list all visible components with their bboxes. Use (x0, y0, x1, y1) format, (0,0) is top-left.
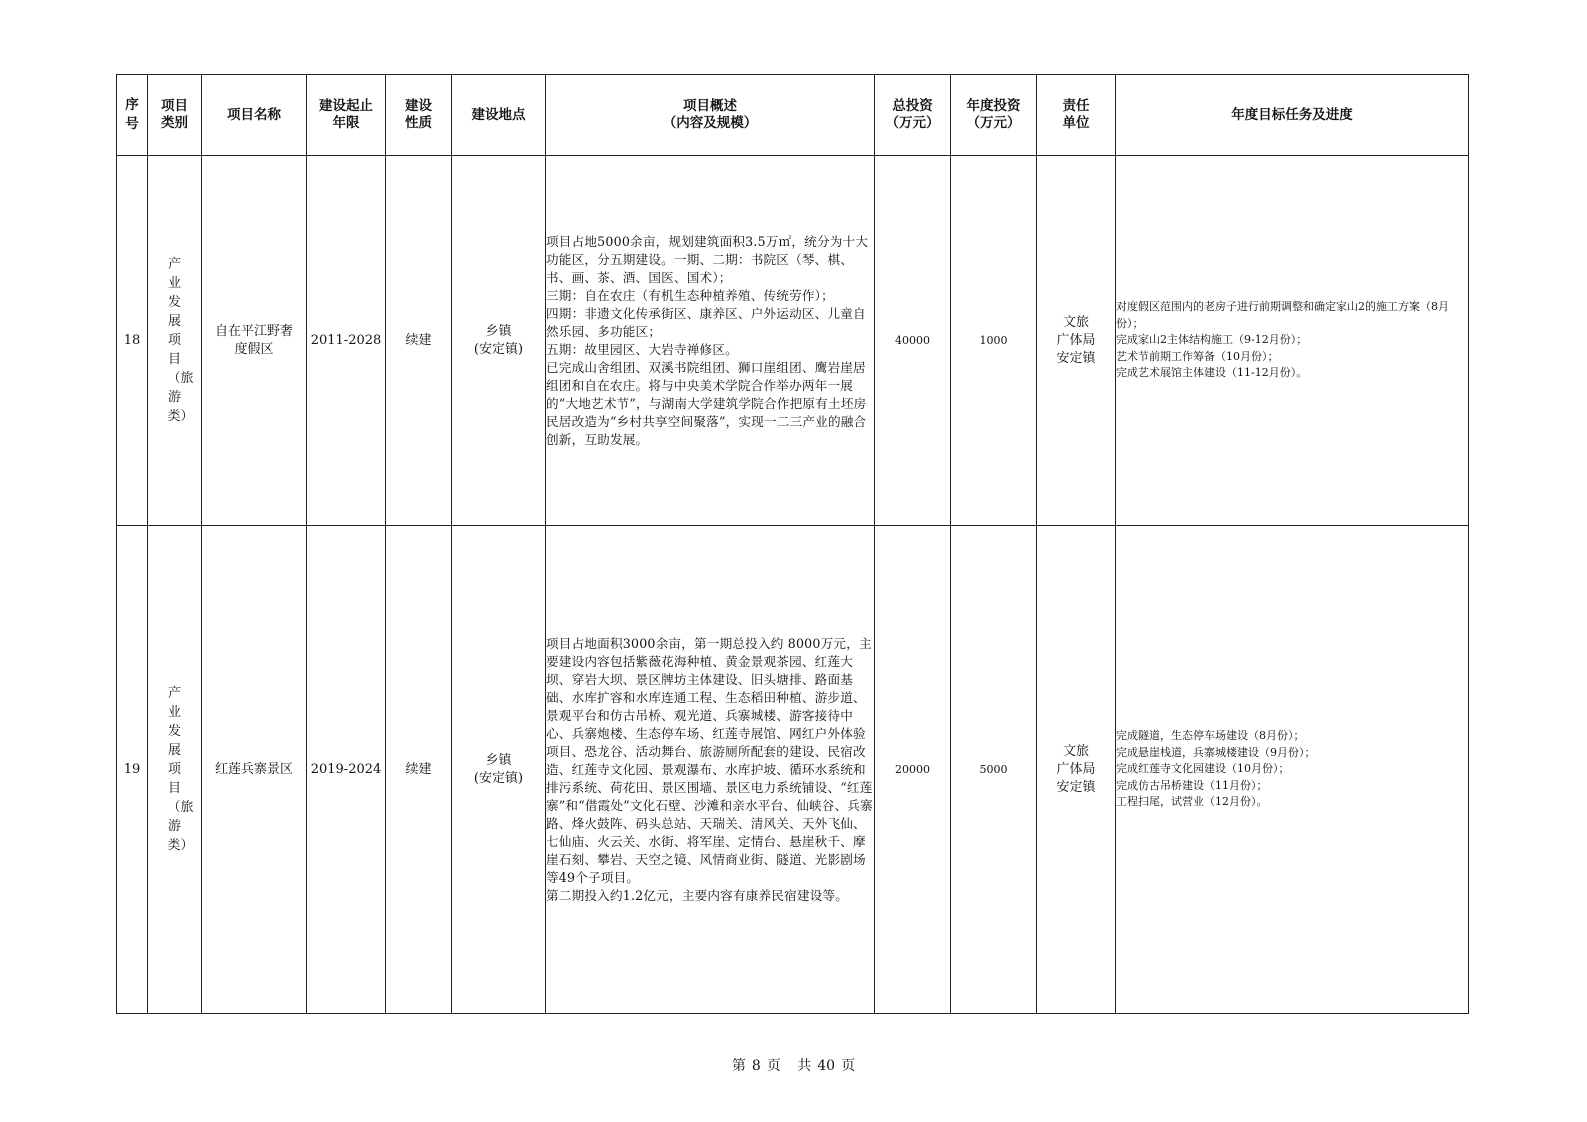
cell-name: 红莲兵寨景区 (202, 526, 307, 1014)
cell-goals: 完成隧道，生态停车场建设（8月份）； 完成悬崖栈道，兵寨城楼建设（9月份）； 完成红莲寺文化园建设（10月份）； 完成仿古吊桥建设（11月份）； 工程扫尾，试营业（12月份）。 (1116, 526, 1469, 1014)
cell-annual-investment: 1000 (951, 156, 1037, 526)
cell-annual-investment: 5000 (951, 526, 1037, 1014)
cell-unit: 文旅 广体局 安定镇 (1037, 526, 1116, 1014)
footer-total-label: 共 40 页 (797, 1058, 856, 1074)
cell-description: 项目占地面积3000余亩，第一期总投入约 8000万元，主要建设内容包括紫薇花海种植、黄金景观茶园、红莲大坝、穿岩大坝、景区牌坊主体建设、旧头塘排、路面基础、水库扩容和水库连通工程、生态稻田种植、游步道、景观平台和仿古吊桥、观光道、兵寨城楼、游客接待中心、兵寨炮楼、生态停车场、红莲寺展馆、网红户外体验项目、恐龙谷、活动舞台、旅游厕所配套的建设、民宿改造、红莲寺文化园、景观瀑布、水库护坡、循环水系统和排污系统、荷花田、景区围墙、景区电力系统铺设、“红莲寨”和“借霞处”文化石壁、沙滩和亲水平台、仙峡谷、兵寨路、烽火鼓阵、码头总站、天瑞关、清风关、天外飞仙、七仙庙、火云关、水街、将军崖、定情台、悬崖秋千、摩崖石刻、攀岩、天空之镜、风情商业街、隧道、光影剧场等49个子项目。 第二期投入约1.2亿元，主要内容有康养民宿建设等。 (546, 526, 875, 1014)
cell-description: 项目占地5000余亩，规划建筑面积3.5万㎡，统分为十大功能区，分五期建设。一期、二期：书院区（琴、棋、书、画、茶、酒、国医、国术）； 三期：自在农庄（有机生态种植养殖、传统劳作）； 四期：非遗文化传承街区、康养区、户外运动区、儿童自然乐园、多功能区； 五期：故里园区、大岩寺禅修区。 已完成山舍组团、双溪书院组团、狮口崖组团、鹰岩崖居组团和自在农庄。将与中央美术学院合作举办两年一展的“大地艺术节”，与湖南大学建筑学院合作把原有土坯房民居改造为“乡村共享空间聚落”，实现一二三产业的融合创新，互助发展。 (546, 156, 875, 526)
table-header-row (117, 75, 1469, 156)
header-years: 建设起止年限 (307, 75, 386, 156)
header-goals: 年度目标任务及进度 (1116, 75, 1469, 156)
cell-goals: 对度假区范围内的老房子进行前期调整和确定家山2的施工方案（8月份）； 完成家山2主体结构施工（9-12月份）； 艺术节前期工作筹备（10月份）； 完成艺术展馆主体建设（11-12月份）。 (1116, 156, 1469, 526)
table-row (117, 526, 1469, 1014)
header-unit: 责任 单位 (1037, 75, 1116, 156)
header-annual-investment: 年度投资 （万元） (951, 75, 1037, 156)
cell-name: 自在平江野奢度假区 (202, 156, 307, 526)
page-footer (0, 1055, 1587, 1075)
cell-location: 乡镇 (安定镇) (452, 156, 546, 526)
cell-category: 产业发展项目（旅游类） (148, 156, 202, 526)
header-location: 建设地点 (452, 75, 546, 156)
header-category: 项目类别 (148, 75, 202, 156)
cell-nature: 续建 (386, 156, 452, 526)
header-nature: 建设性质 (386, 75, 452, 156)
cell-category: 产业发展项目（旅游类） (148, 526, 202, 1014)
project-table (116, 74, 1469, 1014)
header-name: 项目名称 (202, 75, 307, 156)
footer-page-label: 第 8 页 (731, 1058, 781, 1074)
cell-location: 乡镇 (安定镇) (452, 526, 546, 1014)
header-total-investment: 总投资 （万元） (875, 75, 951, 156)
cell-no: 18 (117, 156, 148, 526)
cell-unit: 文旅 广体局 安定镇 (1037, 156, 1116, 526)
cell-no: 19 (117, 526, 148, 1014)
cell-total-investment: 20000 (875, 526, 951, 1014)
header-no: 序号 (117, 75, 148, 156)
cell-total-investment: 40000 (875, 156, 951, 526)
cell-years: 2019-2024 (307, 526, 386, 1014)
cell-nature: 续建 (386, 526, 452, 1014)
table-row (117, 156, 1469, 526)
cell-years: 2011-2028 (307, 156, 386, 526)
header-description: 项目概述 （内容及规模） (546, 75, 875, 156)
